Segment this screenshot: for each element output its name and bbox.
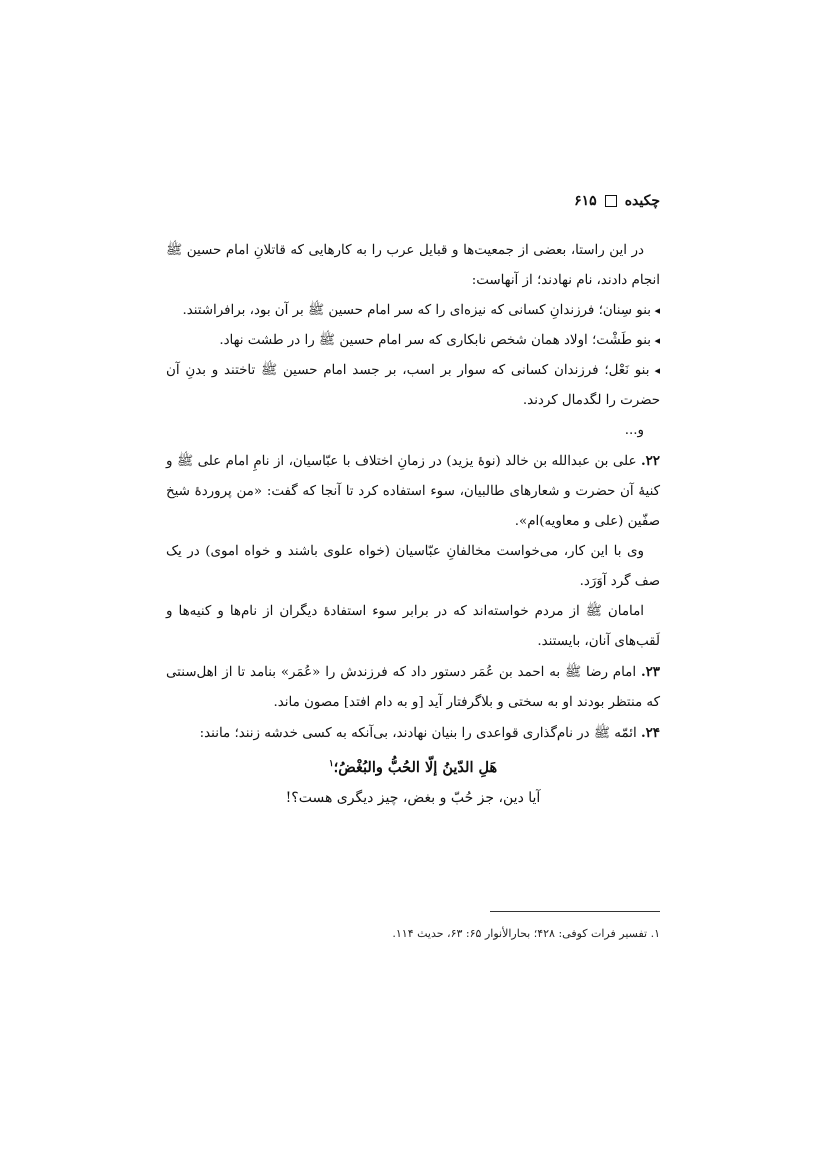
- numbered-item: [166, 657, 660, 718]
- footnote-divider: [490, 911, 660, 912]
- footnote-marker: ۱: [328, 759, 334, 769]
- page-number: ۶۱۵: [574, 193, 597, 209]
- paragraph-text: ائمّه ﷺ در نام‌گذاری قواعدی را بنیان نهادند، بی‌آنکه به کسی خدشه زنند؛ مانند:: [199, 726, 637, 741]
- item-number: ۲۲.: [640, 453, 660, 469]
- paragraph-text: امام رضا ﷺ به احمد بن عُمَر دستور داد که فرزندش را «عُمَر» بنامد تا از اهل‌سنتی که منتظر بودند او به سختی و بلاگرفتار آید [و به دام افتد] مصون ماند.: [166, 665, 660, 710]
- paragraph-text: علی بن عبدالله بن خالد (نوهٔ یزید) در زمانِ اختلاف با عبّاسیان، از نامِ امام علی ﷺ و کنیهٔ آن حضرت و شعارهای طالبیان، سوء استفاده کرد تا آنجا که گفت: «من پروردهٔ شیخ صفّین (علی و معاویه)ام».: [166, 454, 660, 529]
- item-number: ۲۳.: [640, 664, 660, 680]
- verse-text: هَلِ الدّینُ إلّا الحُبُّ والبُغْضُ؛: [333, 758, 498, 776]
- numbered-item: [166, 718, 660, 749]
- running-header: [574, 193, 660, 209]
- bullet-item: ◂ بنو سِنان؛ فرزندانِ کسانی که نیزه‌ای را که سر امام حسین ﷺ بر آن بود، برافراشتند.: [166, 296, 660, 326]
- bullet-item: ◂ بنو طَشْت؛ اولاد همان شخص نابکاری که سر امام حسین ﷺ را در طشت نهاد.: [166, 326, 660, 356]
- body-text: [166, 236, 660, 813]
- paragraph: امامان ﷺ از مردم خواسته‌اند که در برابر سوء استفادهٔ دیگران از نام‌ها و کنیه‌ها و لَقب‌های آنان، بایستند.: [166, 604, 660, 649]
- bullet-item: ◂ بنو نَعْل؛ فرزندان کسانی که سوار بر اسب، بر جسد امام حسین ﷺ تاختند و بدنِ آن حضرت را لگدمال کردند.: [166, 356, 660, 416]
- section-title: چکیده: [624, 193, 660, 209]
- paragraph: وی با این کار، می‌خواست مخالفانِ عبّاسیان (خواه علوی باشند و خواه اموی) در یک صف گرد آوَرَد.: [166, 544, 660, 589]
- paragraph: و...: [624, 423, 644, 438]
- paragraph: در این راستا، بعضی از جمعیت‌ها و قبایل عرب را به کارهایی که قاتلانِ امام حسین ﷺ انجام دادند، نام نهادند؛ از آنهاست:: [166, 243, 660, 288]
- verse-translation: آیا دین، جز حُبّ و بغض، چیز دیگری هست؟!: [285, 789, 541, 806]
- arabic-verse: [166, 749, 660, 783]
- square-icon: [605, 195, 617, 207]
- numbered-item: [166, 446, 660, 537]
- item-number: ۲۴.: [640, 725, 660, 741]
- footnote: ۱. تفسیر فرات کوفی: ۴۲۸؛ بحارالأنوار ۶۵: ۶۳، حدیث ۱۱۴.: [392, 927, 660, 940]
